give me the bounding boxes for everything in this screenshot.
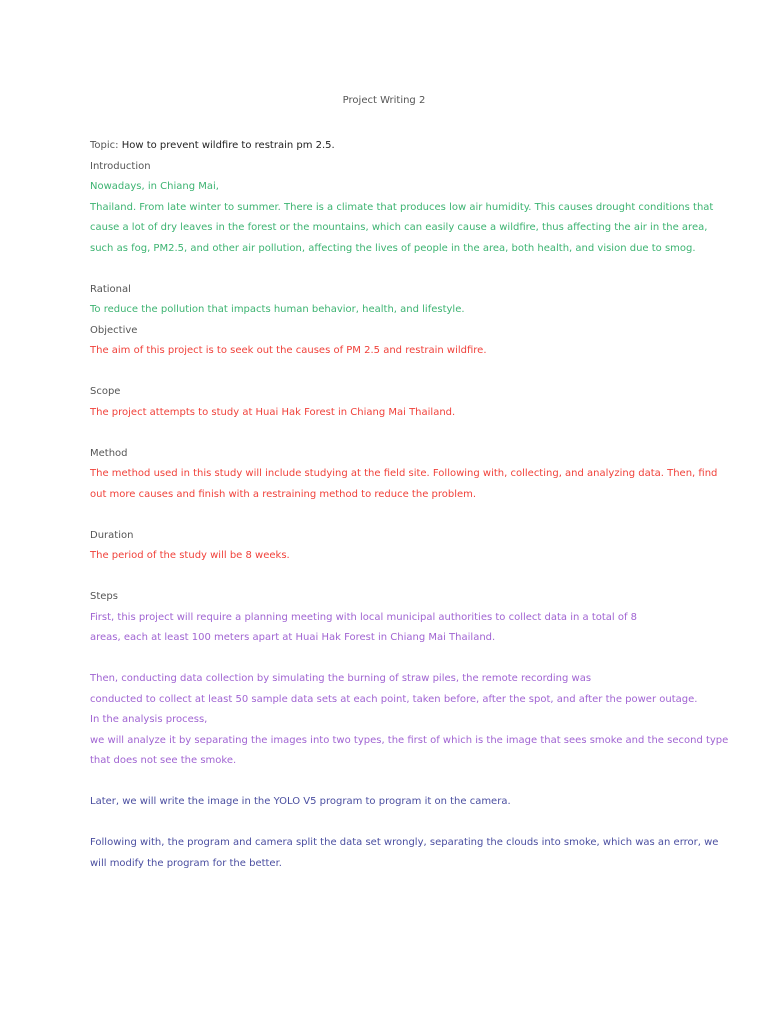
steps-line: In the analysis process, xyxy=(90,714,208,725)
topic-value: How to prevent wildfire to restrain pm 2.5. xyxy=(121,140,335,151)
topic-label: Topic: xyxy=(90,140,119,151)
introduction-heading: Introduction xyxy=(90,160,151,172)
steps-line: areas, each at least 100 meters apart at Huai Hak Forest in Chiang Mai Thailand. xyxy=(90,632,496,643)
objective-line: The aim of this project is to seek out the causes of PM 2.5 and restrain wildfire. xyxy=(90,345,487,356)
steps-line: will modify the program for the better. xyxy=(90,857,282,869)
rational-heading: Rational xyxy=(90,283,131,295)
method-line: The method used in this study will include studying at the field site. Following with, collecting, and analyzing data. Then, find xyxy=(90,468,718,479)
document-title: Project Writing 2 xyxy=(342,95,426,106)
document-body xyxy=(90,136,729,874)
steps-heading: Steps xyxy=(90,591,118,602)
steps-line: we will analyze it by separating the images into two types, the first of which is the image that sees smoke and the second type xyxy=(90,734,729,746)
steps-line: Then, conducting data collection by simulating the burning of straw piles, the remote recording was xyxy=(90,673,592,684)
introduction-line: Nowadays, in Chiang Mai, xyxy=(90,181,219,192)
method-line: out more causes and finish with a restraining method to reduce the problem. xyxy=(90,488,477,500)
introduction-line: cause a lot of dry leaves in the forest or the mountains, which can easily cause a wildfire, thus affecting the air in the area, xyxy=(90,222,708,233)
method-heading: Method xyxy=(90,447,128,459)
spacer xyxy=(90,772,686,793)
duration-line: The period of the study will be 8 weeks. xyxy=(90,550,290,561)
scope-heading: Scope xyxy=(90,386,121,397)
spacer xyxy=(90,649,686,670)
steps-line: Following with, the program and camera split the data set wrongly, separating the clouds into smoke, which was an error, we xyxy=(90,837,719,848)
objective-heading: Objective xyxy=(90,324,138,336)
rational-line: To reduce the pollution that impacts human behavior, health, and lifestyle. xyxy=(90,304,465,315)
spacer xyxy=(90,813,686,834)
introduction-line: such as fog, PM2.5, and other air pollution, affecting the lives of people in the area, both health, and vision due to smog. xyxy=(90,242,696,254)
steps-line: Later, we will write the image in the YOLO V5 program to program it on the camera. xyxy=(90,796,511,807)
spacer xyxy=(90,567,686,588)
spacer xyxy=(90,362,686,383)
scope-line: The project attempts to study at Huai Hak Forest in Chiang Mai Thailand. xyxy=(90,406,456,418)
steps-line: First, this project will require a planning meeting with local municipal authorities to collect data in a total of 8 xyxy=(90,611,638,623)
duration-heading: Duration xyxy=(90,529,134,541)
spacer xyxy=(90,259,686,280)
steps-line: that does not see the smoke. xyxy=(90,755,237,766)
introduction-line: Thailand. From late winter to summer. There is a climate that produces low air humidity. This causes drought conditions that xyxy=(90,201,714,213)
topic-line xyxy=(90,136,686,157)
spacer xyxy=(90,423,686,444)
steps-line: conducted to collect at least 50 sample data sets at each point, taken before, after the spot, and after the power outage. xyxy=(90,693,698,705)
spacer xyxy=(90,505,686,526)
